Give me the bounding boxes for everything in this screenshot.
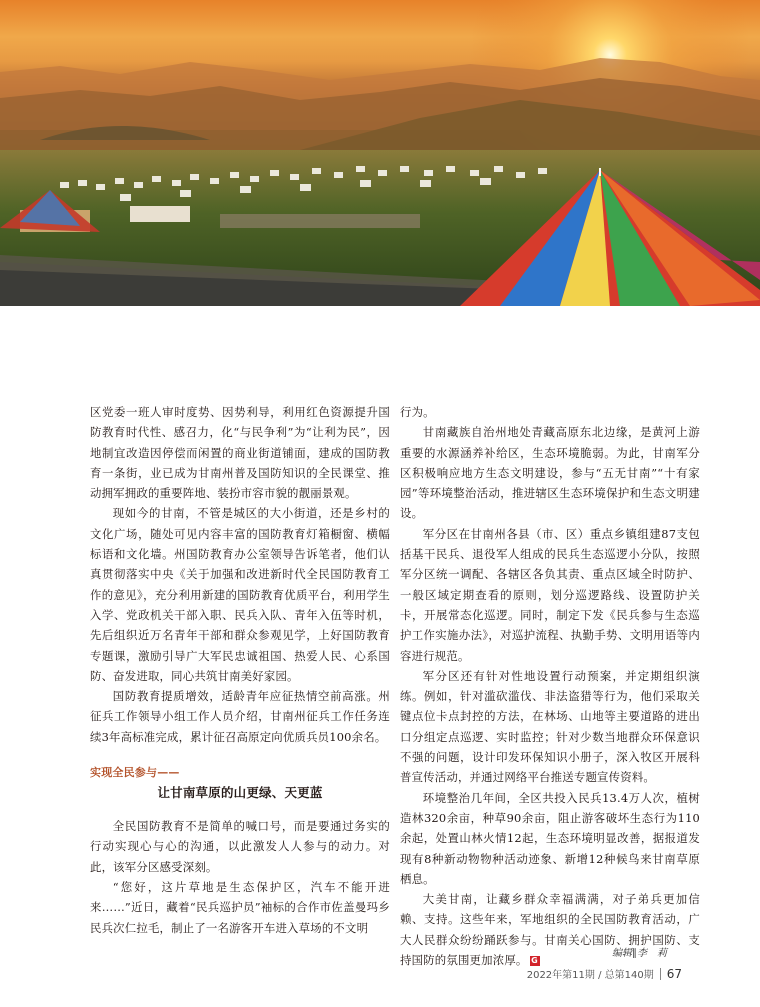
grassland-sunset-photo [0,0,760,306]
page-number: 67 [666,966,682,981]
footer-divider [660,968,661,980]
issue-info: 2022年第11期 / 总第140期 [526,970,654,981]
paragraph: 军分区还有针对性地设置行动预案，并定期组织演练。例如，针对滥砍滥伐、非法盗猎等行为，他们采取关键点位卡点封控的方法，在林场、山地等主要道路的进出口分组定点巡逻、实时监控；针对少数当地群众环保意识不强的问题，设计印发环保知识小册子，深入牧区开展科普宣传活动，并通过网络平台推送专题宣传资料。 [400,668,700,785]
right-column [400,402,700,970]
paragraph: “您好，这片草地是生态保护区，汽车不能开进来……”近日，藏着“民兵巡护员”袖标的合作市佐盖曼玛乡民兵次仁拉毛，制止了一名游客开车进入草场的不文明 [90,879,390,935]
end-mark-icon: G [531,956,538,966]
paragraph: 区党委一班人审时度势、因势利导，利用红色资源提升国防教育时代性、感召力，化“与民争利”为“让利为民”，因地制宜改造因停偿而闲置的商业街道铺面，建成的国防教育一条街，业已成为甘南州普及国防知识的全民课堂、推动拥军拥政的重要阵地、装扮市容市貌的靓丽景观。 [90,405,390,501]
section-title: 让甘南草原的山更绿、天更蓝 [157,785,323,801]
paragraph: 国防教育提质增效，适龄青年应征热情空前高涨。州征兵工作领导小组工作人员介绍，甘南州征兵工作任务连续3年高标准完成，累计征召高原定向优质兵员100余名。 [90,689,390,744]
paragraph: 现如今的甘南，不管是城区的大小街道，还是乡村的文化广场，随处可见内容丰富的国防教育灯箱橱窗、横幅标语和文化墙。州国防教育办公室领导告诉笔者，他们认真贯彻落实中央《关于加强和改进新时代全民国防教育工作的意见》，充分利用新建的国防教育优质平台，利用学生入学、党政机关干部入职、民兵入队、青年入伍等时机，先后组织近万名青年干部和群众参观见学，上好国防教育专题课，激励引导广大军民忠诚祖国、热爱人民、心系国防、奋发进取，同心共筑甘南美好家园。 [90,506,390,683]
editor-credit: 编辑∥李 莉 [612,948,667,959]
paragraph-text: 大美甘南，让藏乡群众幸福满满，对子弟兵更加信赖、支持。这些年来，军地组织的全民国防教育活动，广大人民群众纷纷踊跃参与。甘南关心国防、拥护国防、支持国防的氛围更加浓厚。 [400,892,700,968]
paragraph: 全民国防教育不是简单的喊口号，而是要通过务实的行动实现心与心的沟通，以此激发人人参与的动力。对此，该军分区感受深刻。 [90,819,390,874]
section-kicker: 实现全民参与—— [90,766,180,780]
hero-photo [0,0,760,306]
paragraph: 环境整治几年间，全区共投入民兵13.4万人次，植树造林320余亩，种草90余亩，阻止游客破坏生态行为110余起，处置山林火情12起，生态环境明显改善，据报道发现有8种新动物物种活动迹象、新增12种候鸟来甘南草原栖息。 [400,790,700,886]
paragraph: 甘南藏族自治州地处青藏高原东北边缘，是黄河上游重要的水源涵养补给区，生态环境脆弱。为此，甘南军分区积极响应地方生态文明建设，参与“五无甘南”“十有家园”等环境整治活动，推进辖区生态环境保护和生态文明建设。 [400,425,700,521]
paragraph: 军分区在甘南州各县（市、区）重点乡镇组建87支包括基干民兵、退役军人组成的民兵生态巡逻小分队，按照军分区统一调配、各辖区各负其责、重点区域全时防护、一般区域定期查看的原则，划分巡逻路线、设置防护关卡，开展常态化巡逻。同时，制定下发《民兵参与生态巡护工作实施办法》，对巡护流程、执勤手势、文明用语等内容进行规范。 [400,526,700,663]
section-heading [90,764,390,804]
left-column [90,402,390,938]
page-footer [527,966,682,981]
paragraph: 行为。 [400,405,435,419]
